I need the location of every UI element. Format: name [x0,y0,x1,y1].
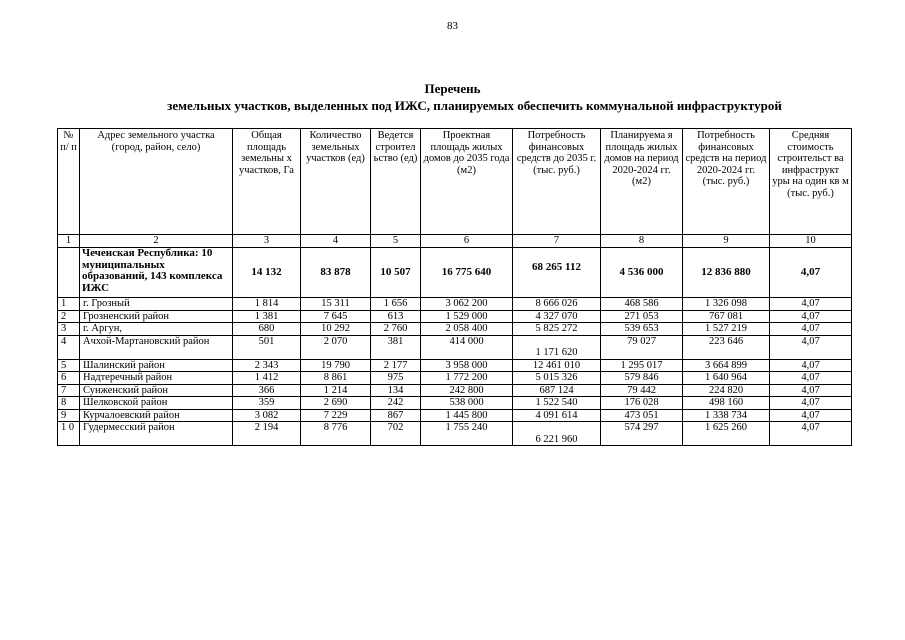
row-financing-2024: 3 664 899 [683,359,770,372]
column-number: 10 [770,235,852,248]
table-row [58,335,852,359]
row-planned-area: 79 442 [601,384,683,397]
row-planned-area: 473 051 [601,409,683,422]
header-cell: Планируема я площадь жилых домов на период 2020-2024 гг. (м2) [601,129,683,235]
summary-index [58,248,80,298]
table-row [58,384,852,397]
column-number-row [58,235,852,248]
row-financing-2035: 4 327 070 [513,310,601,323]
summary-construction: 10 507 [371,248,421,298]
table-row [58,323,852,336]
row-design-area: 1 755 240 [421,422,513,446]
row-financing-2024: 767 081 [683,310,770,323]
summary-financing-2024: 12 836 880 [683,248,770,298]
row-avg-cost: 4,07 [770,372,852,385]
row-avg-cost: 4,07 [770,384,852,397]
row-index: 7 [58,384,80,397]
row-financing-2024: 1 527 219 [683,323,770,336]
row-planned-area: 176 028 [601,397,683,410]
table-row [58,409,852,422]
row-design-area: 538 000 [421,397,513,410]
row-index: 9 [58,409,80,422]
table-row [58,298,852,311]
row-design-area: 2 058 400 [421,323,513,336]
row-design-area: 414 000 [421,335,513,359]
column-number: 6 [421,235,513,248]
summary-row [58,248,852,298]
row-financing-2035: 1 171 620 [513,335,601,359]
row-construction: 2 177 [371,359,421,372]
row-planned-area: 468 586 [601,298,683,311]
row-financing-2035: 1 522 540 [513,397,601,410]
column-number: 9 [683,235,770,248]
header-cell: Средняя стоимость строительст ва инфраструкт уры на один кв м (тыс. руб.) [770,129,852,235]
row-index: 3 [58,323,80,336]
row-construction: 1 656 [371,298,421,311]
row-financing-2024: 1 338 734 [683,409,770,422]
row-plots: 8 776 [301,422,371,446]
table-row [58,359,852,372]
row-avg-cost: 4,07 [770,397,852,410]
row-planned-area: 574 297 [601,422,683,446]
row-index: 4 [58,335,80,359]
row-plots: 2 070 [301,335,371,359]
row-avg-cost: 4,07 [770,359,852,372]
row-area: 359 [233,397,301,410]
row-index: 6 [58,372,80,385]
summary-name: Чеченская Республика: 10 муниципальных образований, 143 комплекса ИЖС [80,248,233,298]
column-number: 4 [301,235,371,248]
table-row [58,422,852,446]
row-plots: 8 861 [301,372,371,385]
row-plots: 7 645 [301,310,371,323]
table-row [58,372,852,385]
row-name: Ачхой-Мартановский район [80,335,233,359]
column-number: 8 [601,235,683,248]
row-construction: 242 [371,397,421,410]
row-planned-area: 79 027 [601,335,683,359]
header-cell: Количество земельных участков (ед) [301,129,371,235]
row-construction: 702 [371,422,421,446]
row-index: 1 [58,298,80,311]
row-area: 3 082 [233,409,301,422]
row-planned-area: 271 053 [601,310,683,323]
column-number: 3 [233,235,301,248]
row-avg-cost: 4,07 [770,422,852,446]
row-avg-cost: 4,07 [770,335,852,359]
summary-area: 14 132 [233,248,301,298]
table-row [58,310,852,323]
header-cell: Проектная площадь жилых домов до 2035 года (м2) [421,129,513,235]
header-cell: Общая площадь земельны х участков, Га [233,129,301,235]
row-area: 1 381 [233,310,301,323]
row-area: 1 814 [233,298,301,311]
row-construction: 381 [371,335,421,359]
page-number: 83 [447,20,458,32]
row-avg-cost: 4,07 [770,310,852,323]
summary-plots: 83 878 [301,248,371,298]
row-financing-2024: 1 640 964 [683,372,770,385]
row-design-area: 1 445 800 [421,409,513,422]
row-area: 501 [233,335,301,359]
column-number: 2 [80,235,233,248]
document-title [0,80,905,114]
row-planned-area: 579 846 [601,372,683,385]
row-name: Сунженский район [80,384,233,397]
header-cell: Потребность финансовых средств до 2035 г. (тыс. руб.) [513,129,601,235]
row-financing-2035: 4 091 614 [513,409,601,422]
row-plots: 7 229 [301,409,371,422]
row-index: 2 [58,310,80,323]
title-line-2: земельных участков, выделенных под ИЖС, планируемых обеспечить коммунальной инфраструктурой [167,98,782,113]
row-financing-2035: 8 666 026 [513,298,601,311]
row-design-area: 1 529 000 [421,310,513,323]
row-construction: 975 [371,372,421,385]
summary-financing-2035: 68 265 112 [513,248,601,298]
row-area: 2 343 [233,359,301,372]
row-name: г. Аргун, [80,323,233,336]
row-construction: 867 [371,409,421,422]
row-financing-2024: 1 625 260 [683,422,770,446]
row-name: Курчалоевский район [80,409,233,422]
table-header-row [58,129,852,235]
row-name: Шелковской район [80,397,233,410]
row-name: г. Грозный [80,298,233,311]
row-financing-2035: 6 221 960 [513,422,601,446]
row-plots: 15 311 [301,298,371,311]
title-line-1: Перечень [424,81,481,96]
row-financing-2035: 687 124 [513,384,601,397]
row-construction: 134 [371,384,421,397]
row-financing-2035: 12 461 010 [513,359,601,372]
header-cell: Адрес земельного участка (город, район, село) [80,129,233,235]
header-cell: № п/ п [58,129,80,235]
row-plots: 10 292 [301,323,371,336]
row-construction: 2 760 [371,323,421,336]
table-row [58,397,852,410]
summary-avg-cost: 4,07 [770,248,852,298]
row-area: 1 412 [233,372,301,385]
row-plots: 2 690 [301,397,371,410]
row-design-area: 1 772 200 [421,372,513,385]
row-planned-area: 1 295 017 [601,359,683,372]
header-cell: Потребность финансовых средств на период 2020-2024 гг. (тыс. руб.) [683,129,770,235]
header-cell: Ведется строител ьство (ед) [371,129,421,235]
column-number: 7 [513,235,601,248]
row-area: 366 [233,384,301,397]
row-construction: 613 [371,310,421,323]
row-financing-2024: 224 820 [683,384,770,397]
row-name: Гудермесский район [80,422,233,446]
row-plots: 1 214 [301,384,371,397]
summary-design-area: 16 775 640 [421,248,513,298]
row-index: 1 0 [58,422,80,446]
row-index: 8 [58,397,80,410]
row-design-area: 3 062 200 [421,298,513,311]
row-financing-2024: 223 646 [683,335,770,359]
row-design-area: 3 958 000 [421,359,513,372]
row-financing-2024: 1 326 098 [683,298,770,311]
row-name: Грозненский район [80,310,233,323]
row-plots: 19 790 [301,359,371,372]
row-planned-area: 539 653 [601,323,683,336]
row-avg-cost: 4,07 [770,409,852,422]
row-index: 5 [58,359,80,372]
row-name: Надтеречный район [80,372,233,385]
row-avg-cost: 4,07 [770,298,852,311]
land-plots-table [57,128,852,446]
row-avg-cost: 4,07 [770,323,852,336]
row-financing-2024: 498 160 [683,397,770,410]
column-number: 5 [371,235,421,248]
row-financing-2035: 5 825 272 [513,323,601,336]
row-design-area: 242 800 [421,384,513,397]
row-name: Шалинский район [80,359,233,372]
summary-planned-area: 4 536 000 [601,248,683,298]
row-area: 680 [233,323,301,336]
row-financing-2035: 5 015 326 [513,372,601,385]
row-area: 2 194 [233,422,301,446]
column-number: 1 [58,235,80,248]
